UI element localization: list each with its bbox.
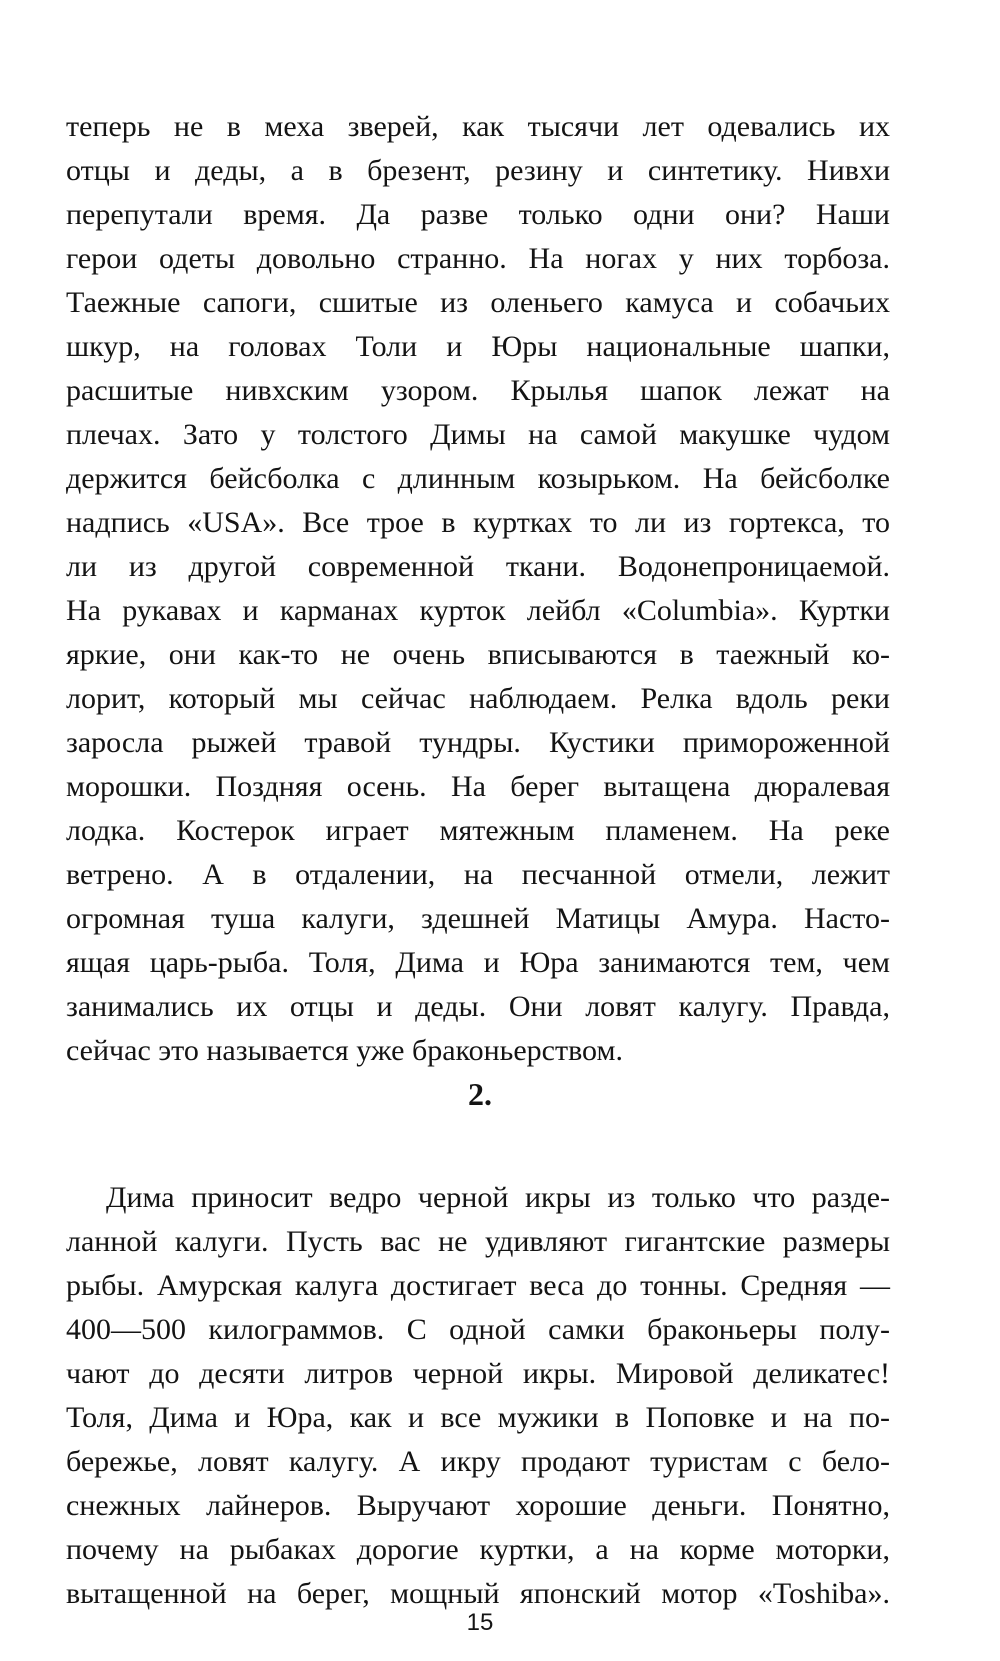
text-line-last: сейчас это называется уже браконьерством.: [66, 1034, 623, 1067]
text-line: Толя, Дима и Юра, как и все мужики в Поповке и на по-: [66, 1401, 890, 1434]
text-line: На рукавах и карманах курток лейбл «Columbia». Куртки: [66, 594, 890, 627]
text-line: герои одеты довольно странно. На ногах у них торбоза.: [66, 242, 890, 275]
text-line: снежных лайнеров. Выручают хорошие деньги. Понятно,: [66, 1489, 890, 1522]
text-line: лорит, который мы сейчас наблюдаем. Релка вдоль реки: [66, 682, 890, 715]
text-line: шкур, на головах Толи и Юры национальные шапки,: [66, 330, 890, 363]
paragraph-continued: [66, 105, 890, 1073]
text-line: держится бейсболка с длинным козырьком. На бейсболке: [66, 462, 890, 495]
text-line: рыбы. Амурская калуга достигает веса до тонны. Средняя —: [66, 1269, 890, 1302]
text-line: морошки. Поздняя осень. На берег вытащена дюралевая: [66, 770, 890, 803]
text-line: ящая царь-рыба. Толя, Дима и Юра занимаются тем, чем: [66, 946, 890, 979]
text-line: 400—500 килограммов. С одной самки браконьеры полу-: [66, 1313, 890, 1346]
text-line: ли из другой современной ткани. Водонепроницаемой.: [66, 550, 890, 583]
text-line: плечах. Зато у толстого Димы на самой макушке чудом: [66, 418, 890, 451]
paragraph-section-2: [66, 1176, 890, 1616]
text-line: лодка. Костерок играет мятежным пламенем. На реке: [66, 814, 890, 847]
text-line: отцы и деды, а в брезент, резину и синтетику. Нивхи: [66, 154, 890, 187]
text-line: огромная туша калуги, здешней Матицы Амура. Насто-: [66, 902, 890, 935]
text-line: Таежные сапоги, сшитые из оленьего камуса и собачьих: [66, 286, 890, 319]
text-line: яркие, они как-то не очень вписываются в таежный ко-: [66, 638, 890, 671]
text-line: занимались их отцы и деды. Они ловят калугу. Правда,: [66, 990, 890, 1023]
text-line: ланной калуги. Пусть вас не удивляют гигантские размеры: [66, 1225, 890, 1258]
text-line: почему на рыбаках дорогие куртки, а на корме моторки,: [66, 1533, 890, 1566]
text-line: заросла рыжей травой тундры. Кустики примороженной: [66, 726, 890, 759]
text-line: расшитые нивхским узором. Крылья шапок лежат на: [66, 374, 890, 407]
text-line: бережье, ловят калугу. А икру продают туристам с бело-: [66, 1445, 890, 1478]
text-line: вытащенной на берег, мощный японский мотор «Toshiba».: [66, 1577, 890, 1610]
section-heading: 2.: [468, 1076, 492, 1112]
text-line: чают до десяти литров черной икры. Мировой деликатес!: [66, 1357, 890, 1390]
page-number: 15: [466, 1609, 494, 1636]
text-line: теперь не в меха зверей, как тысячи лет одевались их: [66, 110, 890, 143]
text-line-first: Дима приносит ведро черной икры из только что разде-: [106, 1181, 890, 1214]
text-line: перепутали время. Да разве только одни они? Наши: [66, 198, 890, 231]
text-line: ветрено. А в отдалении, на песчанной отмели, лежит: [66, 858, 890, 891]
text-line: надпись «USA». Все трое в куртках то ли из гортекса, то: [66, 506, 890, 539]
